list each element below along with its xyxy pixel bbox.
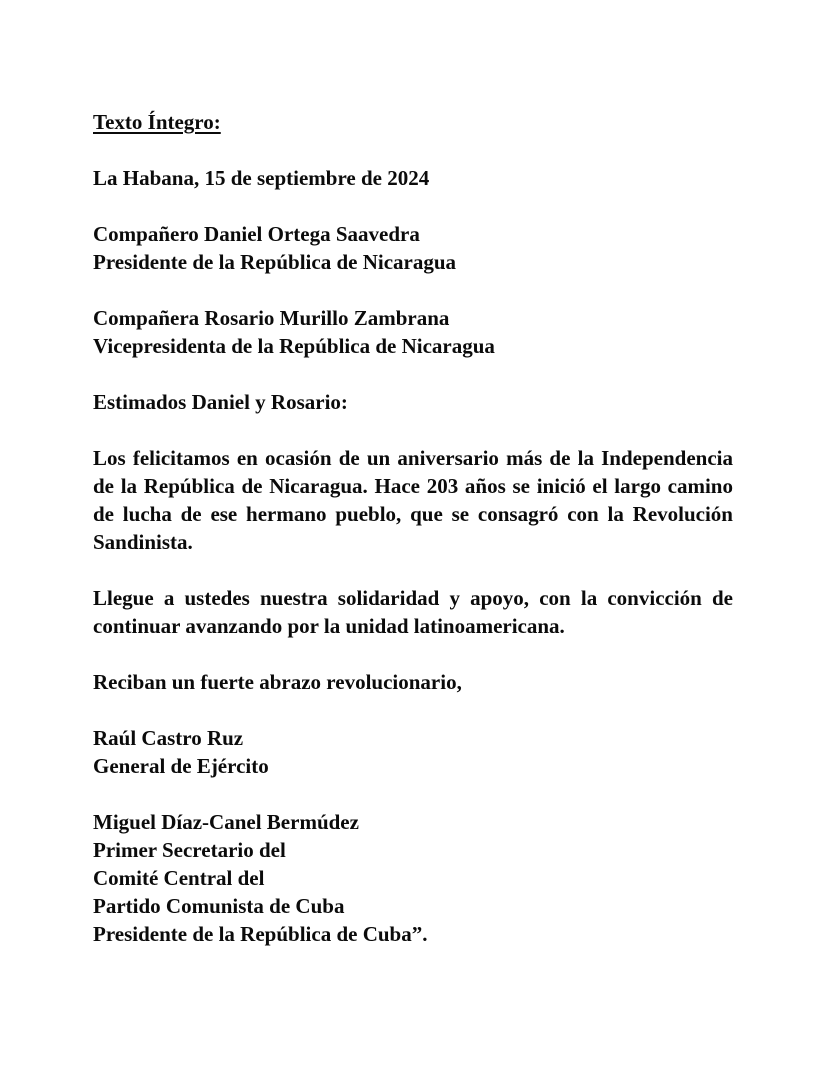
signature-2-name: Miguel Díaz-Canel Bermúdez [93,810,359,834]
letter-paragraph-2: Llegue a ustedes nuestra solidaridad y apoyo, con la convicción de continuar avanzando por la unidad latinoamericana. [93,586,733,638]
addressee-2-title: Vicepresidenta de la República de Nicaragua [93,334,495,358]
signature-2-title-2: Comité Central del [93,866,265,890]
letter-salutation: Estimados Daniel y Rosario: [93,390,348,414]
letter-body [93,108,733,976]
letter-paragraph-1: Los felicitamos en ocasión de un aniversario más de la Independencia de la República de Nicaragua. Hace 203 años se inició el largo camino de lucha de ese hermano pueblo, que se consagró con la Revolución Sandinista. [93,446,733,554]
signature-1 [93,724,733,780]
signature-2 [93,808,733,948]
letter-closing: Reciban un fuerte abrazo revolucionario, [93,670,462,694]
signature-2-title-3: Partido Comunista de Cuba [93,894,345,918]
addressee-1 [93,220,733,276]
addressee-2-name: Compañera Rosario Murillo Zambrana [93,306,450,330]
addressee-1-name: Compañero Daniel Ortega Saavedra [93,222,420,246]
addressee-1-title: Presidente de la República de Nicaragua [93,250,457,274]
signature-2-title-4: Presidente de la República de Cuba”. [93,922,428,946]
letter-heading: Texto Íntegro: [93,110,221,134]
addressee-2 [93,304,733,360]
signature-1-title: General de Ejército [93,754,269,778]
signature-1-name: Raúl Castro Ruz [93,726,244,750]
letter-dateline: La Habana, 15 de septiembre de 2024 [93,166,430,190]
signature-2-title-1: Primer Secretario del [93,838,286,862]
